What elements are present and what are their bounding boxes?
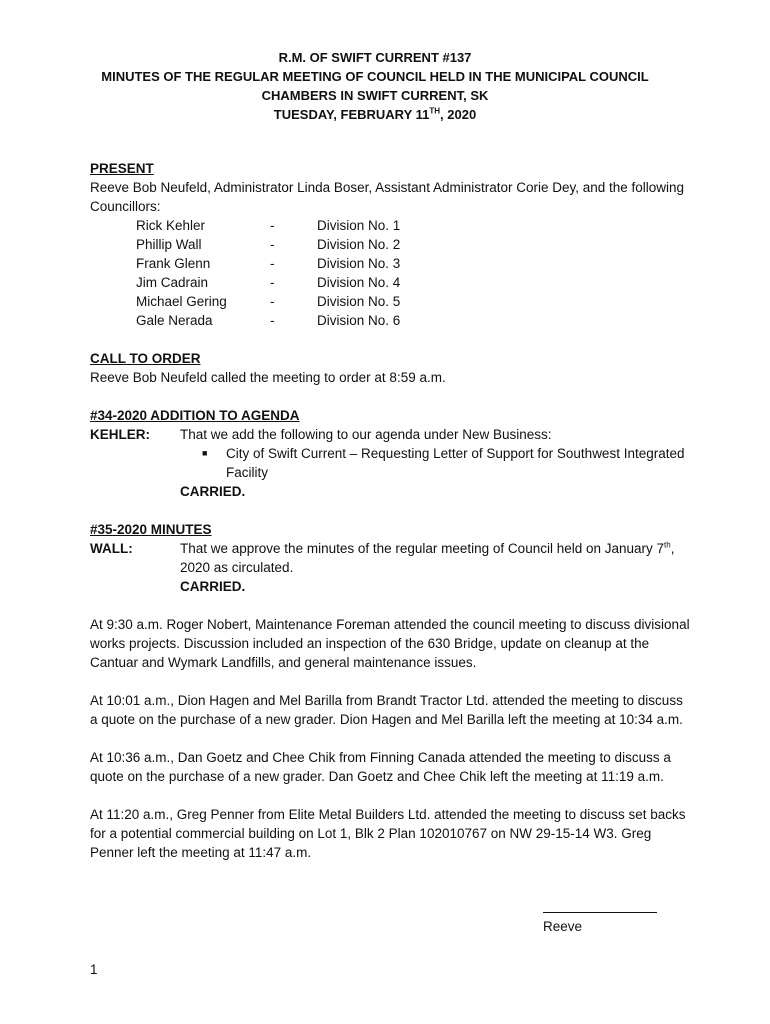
call-to-order-heading: CALL TO ORDER bbox=[90, 351, 201, 366]
councillor-dash: - bbox=[270, 313, 275, 328]
councillor-division: Division No. 2 bbox=[317, 237, 401, 252]
councillor-division: Division No. 6 bbox=[317, 313, 401, 328]
councillor-name: Michael Gering bbox=[136, 294, 227, 309]
signature-label: Reeve bbox=[543, 919, 583, 934]
councillor-row bbox=[136, 292, 400, 311]
councillor-name: Phillip Wall bbox=[136, 237, 202, 252]
motion-34-heading: #34-2020 ADDITION TO AGENDA bbox=[90, 408, 300, 423]
signature-line bbox=[543, 912, 657, 913]
document-header bbox=[60, 48, 690, 124]
present-heading: PRESENT bbox=[90, 161, 154, 176]
header-title-line2: CHAMBERS IN SWIFT CURRENT, SK bbox=[261, 88, 489, 103]
paragraph-brandt-tractor: At 10:01 a.m., Dion Hagen and Mel Barilla from Brandt Tractor Ltd. attended the meeting to discuss a quote on the purchase of a new grader. Dion Hagen and Mel Barilla left the meeting at 10:34 a.m. bbox=[90, 693, 683, 727]
councillor-dash: - bbox=[270, 237, 275, 252]
paragraph-elite-metal: At 11:20 a.m., Greg Penner from Elite Metal Builders Ltd. attended the meeting to discuss set backs for a potential commercial building on Lot 1, Blk 2 Plan 102010767 on NW 29-15-14 W3. Greg Penner left the meeting at 11:47 a.m. bbox=[90, 807, 686, 860]
present-intro: Reeve Bob Neufeld, Administrator Linda Boser, Assistant Administrator Corie Dey, and the following Councillors: bbox=[90, 180, 685, 214]
councillor-dash: - bbox=[270, 218, 275, 233]
minutes-body bbox=[90, 159, 690, 862]
councillor-name: Gale Nerada bbox=[136, 313, 213, 328]
councillor-row bbox=[136, 235, 400, 254]
councillor-row bbox=[136, 254, 400, 273]
councillor-division: Division No. 3 bbox=[317, 256, 401, 271]
motion-34-text: That we add the following to our agenda under New Business: bbox=[180, 427, 552, 442]
square-bullet-icon: ■ bbox=[202, 448, 208, 458]
paragraph-finning-canada: At 10:36 a.m., Dan Goetz and Chee Chik from Finning Canada attended the meeting to discuss a quote on the purchase of a new grader. Dan Goetz and Chee Chik left the meeting at 11:19 a.m. bbox=[90, 750, 671, 784]
motion-35 bbox=[90, 539, 690, 596]
councillor-dash: - bbox=[270, 256, 275, 271]
councillor-division: Division No. 5 bbox=[317, 294, 401, 309]
councillor-row bbox=[136, 311, 400, 330]
motion-34-mover: KEHLER: bbox=[90, 427, 150, 442]
councillor-row bbox=[136, 273, 400, 292]
header-municipality: R.M. OF SWIFT CURRENT #137 bbox=[278, 50, 472, 65]
motion-35-text: That we approve the minutes of the regular meeting of Council held on January 7th, 2020 as circulated. bbox=[180, 540, 675, 575]
motion-35-mover: WALL: bbox=[90, 541, 133, 556]
councillor-table bbox=[136, 216, 400, 330]
councillor-dash: - bbox=[270, 275, 275, 290]
motion-34-bullet-item bbox=[202, 444, 690, 482]
page-number: 1 bbox=[90, 962, 98, 977]
councillor-name: Rick Kehler bbox=[136, 218, 206, 233]
motion-35-heading: #35-2020 MINUTES bbox=[90, 522, 212, 537]
call-to-order-text: Reeve Bob Neufeld called the meeting to order at 8:59 a.m. bbox=[90, 370, 446, 385]
header-date: TUESDAY, FEBRUARY 11TH, 2020 bbox=[273, 106, 477, 122]
councillor-division: Division No. 4 bbox=[317, 275, 401, 290]
motion-34 bbox=[90, 425, 690, 501]
motion-35-result: CARRIED. bbox=[180, 579, 246, 594]
councillor-name: Jim Cadrain bbox=[136, 275, 209, 290]
councillor-dash: - bbox=[270, 294, 275, 309]
paragraph-maintenance: At 9:30 a.m. Roger Nobert, Maintenance Foreman attended the council meeting to discuss divisional works projects. Discussion included an inspection of the 630 Bridge, update on cleanup at the Cantuar and Wymark Landfills, and general maintenance issues. bbox=[90, 617, 690, 670]
header-title-line1: MINUTES OF THE REGULAR MEETING OF COUNCIL HELD IN THE MUNICIPAL COUNCIL bbox=[101, 69, 649, 84]
councillor-division: Division No. 1 bbox=[317, 218, 401, 233]
motion-34-bullet-text: City of Swift Current – Requesting Letter of Support for Southwest Integrated Facility bbox=[226, 446, 685, 480]
councillor-name: Frank Glenn bbox=[136, 256, 211, 271]
councillor-row bbox=[136, 216, 400, 235]
motion-34-result: CARRIED. bbox=[180, 484, 246, 499]
